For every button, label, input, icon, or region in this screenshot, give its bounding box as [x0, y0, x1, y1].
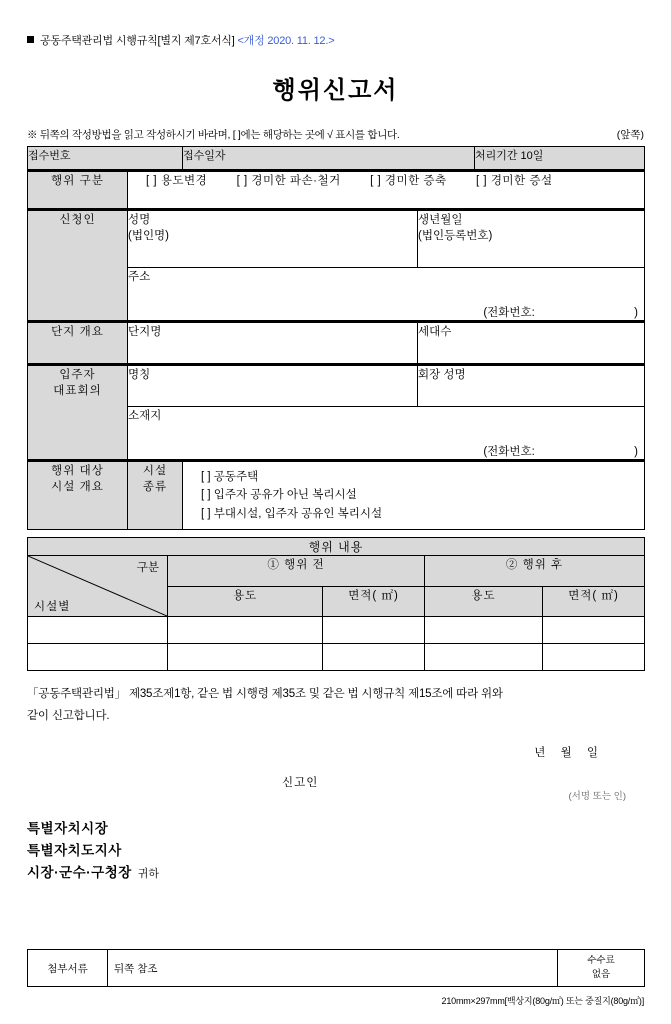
act-type-option-2[interactable]: [ ] 경미한 증축	[370, 175, 447, 187]
applicant-birth-label: 생년월일	[418, 214, 463, 226]
signer-row	[27, 774, 644, 804]
table-row	[28, 147, 645, 170]
attachment-section	[27, 949, 644, 1007]
row1-before-area[interactable]	[323, 644, 425, 671]
target-facility-label-line2: 시설 개요	[51, 481, 104, 493]
facility-option-2[interactable]: [ ] 부대시설, 입주자 공유인 복리시설	[201, 507, 383, 520]
table-row	[28, 210, 645, 268]
row0-facility[interactable]	[28, 617, 168, 644]
attachment-table	[27, 949, 645, 987]
receipt-date-cell: 접수일자	[183, 147, 475, 170]
act-type-option-3[interactable]: [ ] 경미한 증설	[476, 175, 553, 187]
complex-label: 단지 개요	[28, 322, 128, 364]
table-row	[28, 556, 645, 587]
legal-statement-line2: 같이 신고합니다.	[27, 710, 110, 723]
applicant-label: 신청인	[28, 210, 128, 321]
applicant-birth-field[interactable]	[418, 210, 645, 268]
complex-households-label: 세대수	[418, 326, 452, 338]
act-type-options	[128, 171, 645, 209]
page-side-mark: (앞쪽)	[616, 129, 644, 141]
applicant-address-label: 주소	[128, 271, 151, 283]
facility-kind-line2: 종류	[142, 481, 168, 493]
fee-cell	[558, 950, 645, 987]
form-reference-text: 공동주택관리법 시행규칙[별지 제7호서식]	[40, 35, 235, 47]
council-label-line2: 대표회의	[53, 385, 102, 397]
row0-after-area[interactable]	[543, 617, 645, 644]
date-line: 년 월 일	[534, 746, 604, 759]
instruction-row	[27, 127, 644, 141]
council-name-field[interactable]	[128, 365, 418, 407]
table-row	[28, 538, 645, 556]
act-type-option-0[interactable]: [ ] 용도변경	[146, 175, 208, 187]
act-type-option-1[interactable]: [ ] 경미한 파손·철거	[236, 175, 341, 187]
recipient-line-3	[27, 862, 644, 884]
legal-statement	[27, 684, 644, 728]
table-row	[28, 950, 645, 987]
gubun-diagonal-cell	[28, 556, 168, 617]
row0-after-use[interactable]	[425, 617, 543, 644]
form-reference	[27, 32, 644, 48]
row0-before-use[interactable]	[168, 617, 323, 644]
applicant-phone-field[interactable]	[128, 294, 645, 321]
table-row	[28, 461, 645, 530]
table-row	[28, 644, 645, 671]
table-row	[28, 617, 645, 644]
fee-label: 수수료	[587, 955, 615, 967]
council-phone-close: )	[634, 446, 638, 458]
by-facility-label: 시설별	[34, 601, 71, 614]
before-area-header: 면적( ㎡)	[323, 586, 425, 617]
facility-kind-label	[128, 461, 183, 530]
facility-kind-line1: 시설	[142, 465, 168, 477]
complex-households-field[interactable]	[418, 322, 645, 364]
council-phone-field[interactable]	[128, 433, 645, 460]
recipient-line-1: 특별자치시장	[27, 820, 109, 836]
council-phone-label: (전화번호:	[483, 446, 535, 458]
after-use-header: 용도	[425, 586, 543, 617]
table-row	[28, 322, 645, 364]
council-label	[28, 365, 128, 460]
after-area-header: 면적( ㎡)	[543, 586, 645, 617]
target-facility-label	[28, 461, 128, 530]
act-type-table	[27, 170, 645, 209]
applicant-address-field[interactable]	[128, 268, 645, 295]
row1-after-area[interactable]	[543, 644, 645, 671]
council-name-label: 명칭	[128, 369, 151, 381]
row0-before-area[interactable]	[323, 617, 425, 644]
council-chair-field[interactable]	[418, 365, 645, 407]
before-use-header: 용도	[168, 586, 323, 617]
recipient-suffix: 귀하	[137, 868, 160, 881]
gubun-label: 구분	[136, 562, 159, 575]
council-location-field[interactable]	[128, 407, 645, 434]
act-type-label: 행위 구분	[28, 171, 128, 209]
facility-options	[183, 461, 645, 530]
facility-option-1[interactable]: [ ] 입주자 공유가 아닌 복리시설	[201, 489, 357, 502]
attachment-label: 첨부서류	[28, 950, 108, 987]
receipt-number-cell: 접수번호	[28, 147, 183, 170]
applicant-corp-reg-label: (법인등록번호)	[418, 230, 493, 242]
act-content-title: 행위 내용	[28, 538, 645, 556]
row1-before-use[interactable]	[168, 644, 323, 671]
complex-name-label: 단지명	[128, 326, 162, 338]
applicant-phone-label: (전화번호:	[483, 307, 535, 319]
legal-statement-line1: 「공동주택관리법」 제35조제1항, 같은 법 시행령 제35조 및 같은 법 시행규칙 제15조에 따라 위와	[27, 688, 503, 701]
complex-name-field[interactable]	[128, 322, 418, 364]
document-body	[27, 0, 644, 885]
applicant-name-label: 성명	[128, 214, 151, 226]
table-row	[28, 171, 645, 209]
receipt-table	[27, 146, 645, 170]
before-act-header: ① 행위 전	[168, 556, 425, 587]
bullet-square-icon	[27, 36, 34, 43]
target-facility-table	[27, 460, 645, 530]
target-facility-label-line1: 행위 대상	[51, 465, 104, 477]
attachment-value: 뒤쪽 참조	[108, 950, 558, 987]
facility-option-0[interactable]: [ ] 공동주택	[201, 471, 259, 483]
signature-seal-note: (서명 또는 인)	[568, 790, 626, 802]
recipient-block	[27, 818, 644, 885]
act-content-table	[27, 537, 645, 671]
processing-period-cell: 처리기간 10일	[475, 147, 645, 170]
row1-after-use[interactable]	[425, 644, 543, 671]
table-row	[28, 365, 645, 407]
form-revision-note: <개정 2020. 11. 12.>	[237, 35, 335, 47]
applicant-corp-name-label: (법인명)	[128, 230, 169, 242]
council-label-line1: 입주자	[59, 369, 96, 381]
complex-table	[27, 321, 645, 364]
council-location-label: 소재지	[128, 410, 162, 422]
council-table	[27, 364, 645, 460]
recipient-line-3-text: 시장·군수·구청장	[27, 865, 132, 881]
applicant-name-field[interactable]	[128, 210, 418, 268]
after-act-header: ② 행위 후	[425, 556, 645, 587]
instruction-note: ※ 뒤쪽의 작성방법을 읽고 작성하시기 바라며, [ ]에는 해당하는 곳에 √ 표시를 합니다.	[27, 129, 400, 141]
page-title: 행위신고서	[272, 77, 399, 104]
council-chair-label: 회장 성명	[418, 369, 466, 381]
recipient-line-2: 특별자치도지사	[27, 843, 122, 859]
signer-label: 신고인	[282, 776, 319, 789]
row1-facility[interactable]	[28, 644, 168, 671]
applicant-table	[27, 209, 645, 321]
applicant-phone-close: )	[634, 307, 638, 319]
fee-value: 없음	[591, 969, 611, 980]
paper-spec-note: 210mm×297mm[백상지(80g/㎡) 또는 중질지(80g/㎡)]	[441, 996, 644, 1006]
